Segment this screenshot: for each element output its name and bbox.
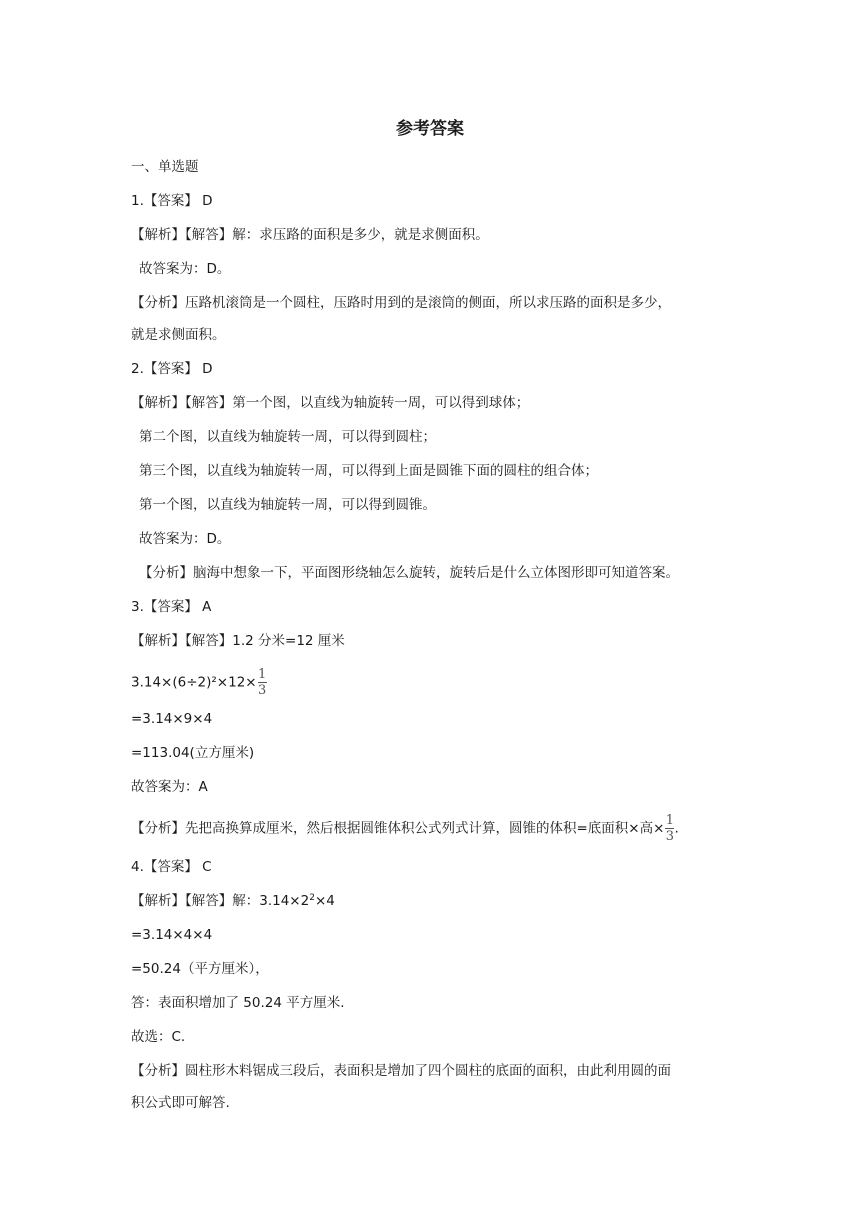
q4-step3: =50.24（平方厘米）， [131,961,269,977]
q3-analysis-end: . [674,820,679,837]
q3-analysis [131,814,679,843]
q1-jiexi: 【解析】【解答】解：求压路的面积是多少，就是求侧面积。 [131,227,489,243]
section-heading: 一、单选题 [131,159,199,175]
q2-jiexi: 【解析】【解答】第一个图，以直线为轴旋转一周，可以得到球体； [131,395,530,411]
q4-jiexi-tail: ×4 [314,893,335,909]
q2-step2: 第二个图，以直线为轴旋转一周，可以得到圆柱； [139,429,436,445]
q2-conclusion: 故答案为：D。 [139,531,231,547]
page-title: 参考答案 [396,119,464,139]
q3-jiexi: 【解析】【解答】1.2 分米=12 厘米 [131,633,345,649]
q4-step2: =3.14×4×4 [131,927,213,943]
q2-step4: 第一个图，以直线为轴旋转一周，可以得到圆锥。 [139,497,436,513]
q3-analysis-text: 【分析】先把高换算成厘米，然后根据圆锥体积公式列式计算，圆锥的体积=底面积×高× [131,820,665,837]
q3-frac-den: 3 [257,683,267,698]
q3-formula [131,668,267,697]
q3-analysis-frac-num: 1 [665,813,675,828]
q4-choice: 故选：C. [131,1029,186,1045]
q3-formula-text: 3.14×(6÷2)²×12× [131,674,257,691]
q2-answer: 2.【答案】 D [131,361,213,377]
q3-step3: =113.04(立方厘米) [131,745,255,761]
q3-analysis-frac-den: 3 [665,829,675,844]
q3-fraction [258,668,267,697]
q4-reply: 答：表面积增加了 50.24 平方厘米. [131,995,345,1011]
q1-answer: 1.【答案】 D [131,193,213,209]
q1-analysis-line1: 【分析】压路机滚筒是一个圆柱，压路时用到的是滚筒的侧面，所以求压路的面积是多少， [131,295,671,311]
q1-conclusion: 故答案为：D。 [139,261,231,277]
q3-conclusion: 故答案为：A [131,779,208,795]
q4-analysis-line2: 积公式即可解答. [131,1095,230,1111]
q2-analysis: 【分析】脑海中想象一下，平面图形绕轴怎么旋转，旋转后是什么立体图形即可知道答案。 [139,565,679,581]
q3-step2: =3.14×9×4 [131,711,213,727]
q4-jiexi [131,892,335,910]
q4-jiexi-exponent: 2 [309,893,315,903]
q2-step3: 第三个图，以直线为轴旋转一周，可以得到上面是圆锥下面的圆柱的组合体； [139,463,598,479]
q4-jiexi-text: 【解析】【解答】解：3.14×2 [131,893,310,909]
q4-analysis-line1: 【分析】圆柱形木料锯成三段后，表面积是增加了四个圆柱的底面的面积，由此利用圆的面 [131,1063,671,1079]
q1-analysis-line2: 就是求侧面积。 [131,327,226,343]
q3-answer: 3.【答案】 A [131,599,212,615]
q4-answer: 4.【答案】 C [131,859,212,875]
q3-frac-num: 1 [257,667,267,682]
